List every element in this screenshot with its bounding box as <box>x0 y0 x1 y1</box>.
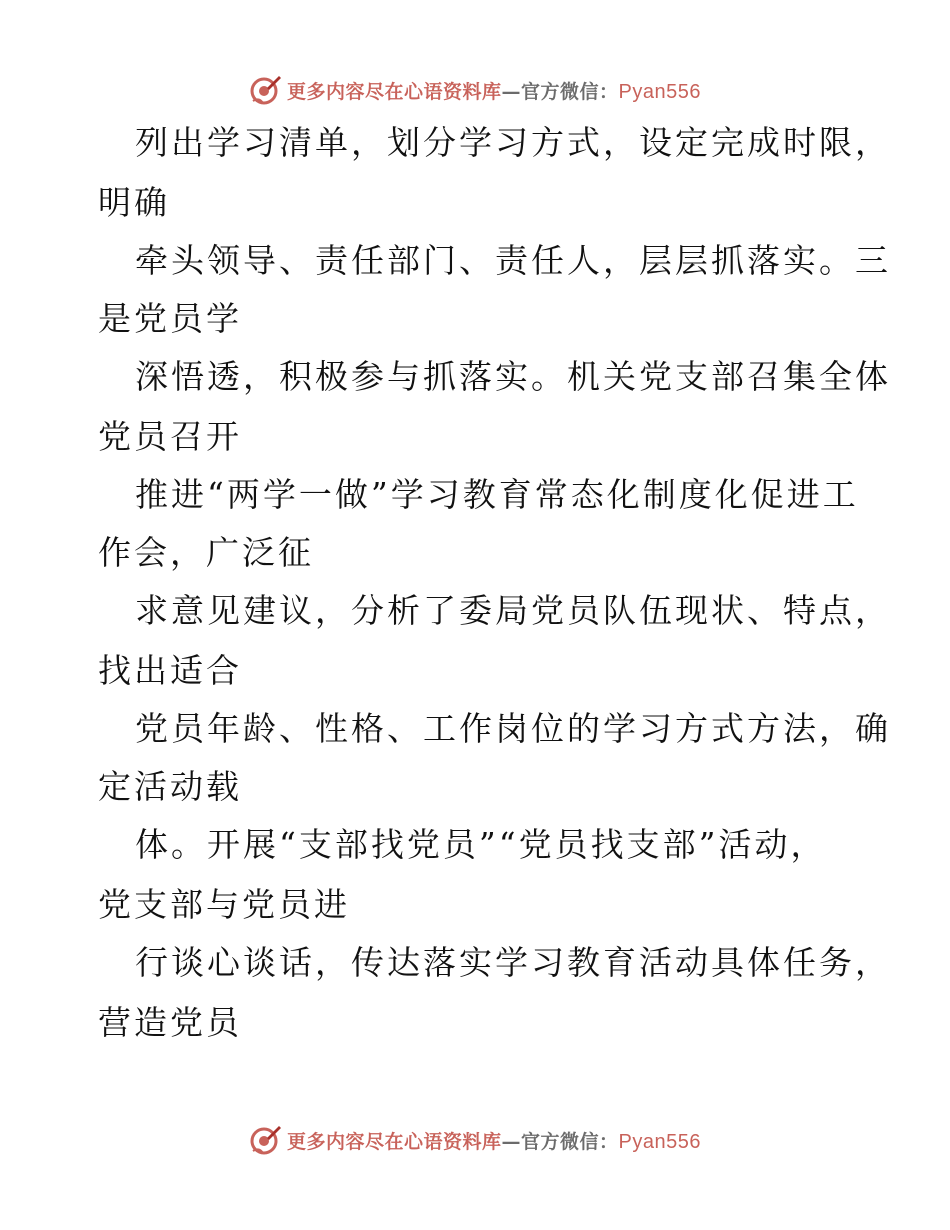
body-line: 深悟透，积极参与抓落实。机关党支部召集全体 <box>135 357 891 396</box>
body-line: 牵头领导、责任部门、责任人，层层抓落实。三 <box>135 241 891 280</box>
body-line: 党支部与党员进 <box>98 885 350 924</box>
body-line: 党员召开 <box>98 417 242 456</box>
body-line: 求意见建议，分析了委局党员队伍现状、特点， <box>135 591 891 630</box>
header-watermark <box>0 70 950 110</box>
body-line: 找出适合 <box>98 651 242 690</box>
body-line: 是党员学 <box>98 299 242 338</box>
body-line: 党员年龄、性格、工作岗位的学习方式方法，确 <box>135 709 891 748</box>
body-line: 体。开展“支部找党员”“党员找支部”活动， <box>135 825 827 864</box>
watermark-dash: — <box>501 1130 522 1153</box>
body-line: 推进“两学一做”学习教育常态化制度化促进工 <box>135 475 859 514</box>
body-line: 作会，广泛征 <box>98 533 314 572</box>
body-line: 明确 <box>98 183 170 222</box>
watermark-side-text: 官方微信： <box>521 80 619 103</box>
pen-logo-icon <box>249 73 283 107</box>
body-line: 营造党员 <box>98 1003 242 1042</box>
watermark-main-text: 更多内容尽在心语资料库 <box>287 80 502 103</box>
watermark-wechat-id: Pyan556 <box>618 1130 701 1153</box>
body-line: 定活动载 <box>98 767 242 806</box>
body-line: 行谈心谈话，传达落实学习教育活动具体任务， <box>135 943 891 982</box>
watermark-main-text: 更多内容尽在心语资料库 <box>287 1130 502 1153</box>
pen-logo-icon <box>249 1123 283 1157</box>
watermark-dash: — <box>501 80 522 103</box>
watermark-side-text: 官方微信： <box>521 1130 619 1153</box>
body-line: 列出学习清单，划分学习方式，设定完成时限， <box>135 123 891 162</box>
watermark-wechat-id: Pyan556 <box>618 80 701 103</box>
footer-watermark <box>0 1120 950 1160</box>
